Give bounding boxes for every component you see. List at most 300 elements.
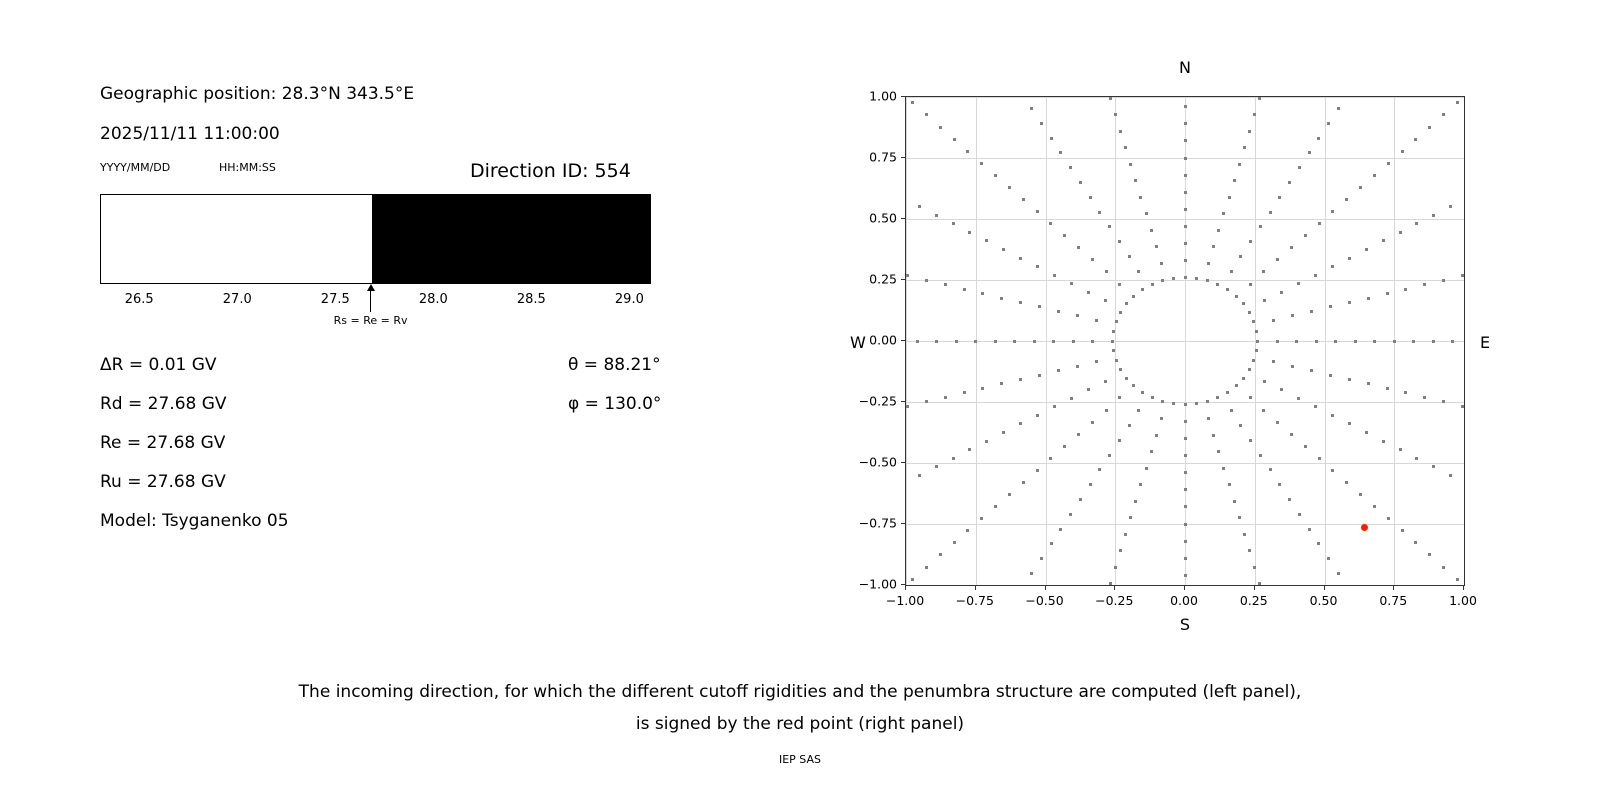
direction-point	[1348, 257, 1351, 260]
direction-point	[1038, 374, 1041, 377]
direction-point	[1222, 212, 1225, 215]
direction-point	[1288, 498, 1291, 501]
direction-point	[1184, 174, 1187, 177]
direction-point	[980, 517, 983, 520]
y-axis-tick-label: −0.25	[858, 393, 897, 409]
direction-point	[1184, 540, 1187, 543]
y-axis-tick-mark	[901, 523, 905, 524]
direction-point	[1354, 340, 1357, 343]
direction-point	[1345, 481, 1348, 484]
direction-point	[1290, 246, 1293, 249]
direction-point	[1137, 270, 1140, 273]
direction-point	[1317, 542, 1320, 545]
direction-point	[1184, 139, 1187, 142]
y-axis-tick-label: 1.00	[869, 88, 897, 104]
direction-point	[1184, 557, 1187, 560]
direction-point	[1276, 421, 1279, 424]
direction-point	[1449, 205, 1452, 208]
direction-point	[1393, 340, 1396, 343]
direction-point	[1206, 279, 1209, 282]
direction-point	[1337, 572, 1340, 575]
x-axis-tick-mark	[905, 586, 906, 590]
direction-point	[1248, 549, 1251, 552]
direction-point	[939, 553, 942, 556]
left-panel	[0, 0, 760, 620]
direction-point	[925, 400, 928, 403]
direction-point	[1239, 424, 1242, 427]
direction-point	[1119, 549, 1122, 552]
direction-point	[1442, 400, 1445, 403]
direction-point	[1297, 397, 1300, 400]
direction-point	[1052, 340, 1055, 343]
direction-point	[1212, 245, 1215, 248]
direction-point	[1331, 469, 1334, 472]
direction-point	[1184, 454, 1187, 457]
direction-point	[1262, 270, 1265, 273]
direction-point	[1461, 405, 1464, 408]
direction-point	[1310, 369, 1313, 372]
direction-point	[1291, 365, 1294, 368]
direction-point	[1412, 340, 1415, 343]
direction-point	[1248, 311, 1251, 314]
direction-point	[1111, 340, 1114, 343]
direction-point	[968, 448, 971, 451]
direction-point	[1298, 513, 1301, 516]
direction-point	[1373, 174, 1376, 177]
rd-value: Rd = 27.68 GV	[100, 394, 227, 414]
direction-point	[1317, 137, 1320, 140]
direction-point	[1095, 319, 1098, 322]
direction-point	[1414, 138, 1417, 141]
x-axis-tick-mark	[1254, 586, 1255, 590]
direction-point	[1089, 196, 1092, 199]
direction-point	[1128, 424, 1131, 427]
direction-point	[1091, 340, 1094, 343]
direction-point	[1132, 384, 1135, 387]
direction-point	[1132, 295, 1135, 298]
direction-point	[1259, 225, 1262, 228]
direction-point	[1217, 450, 1220, 453]
direction-point	[1038, 305, 1041, 308]
direction-point	[953, 138, 956, 141]
direction-point	[1327, 557, 1330, 560]
direction-point	[966, 529, 969, 532]
direction-point	[1019, 301, 1022, 304]
direction-point	[1269, 211, 1272, 214]
geographic-position-text: Geographic position: 28.3°N 343.5°E	[100, 84, 415, 104]
direction-point	[1139, 483, 1142, 486]
penumbra-x-tick-label: 26.5	[124, 292, 154, 307]
theta-value: θ = 88.21°	[568, 355, 661, 375]
direction-point	[1263, 299, 1266, 302]
direction-point	[1184, 122, 1187, 125]
direction-point	[1172, 402, 1175, 405]
direction-point	[1109, 97, 1112, 100]
rs-arrow-icon	[367, 290, 375, 291]
y-axis-tick-mark	[901, 279, 905, 280]
direction-point	[1124, 146, 1127, 149]
direction-point	[1290, 433, 1293, 436]
direction-point	[1141, 288, 1144, 291]
direction-point	[1249, 240, 1252, 243]
direction-point	[1172, 277, 1175, 280]
direction-point	[1109, 582, 1112, 585]
direction-point	[1212, 434, 1215, 437]
direction-point	[1053, 405, 1056, 408]
direction-point	[1063, 234, 1066, 237]
direction-point	[1206, 400, 1209, 403]
direction-point	[1057, 369, 1060, 372]
direction-point	[1151, 396, 1154, 399]
direction-point	[935, 465, 938, 468]
direction-point	[1033, 340, 1036, 343]
direction-point	[1053, 274, 1056, 277]
direction-point	[1334, 340, 1337, 343]
direction-point	[994, 340, 997, 343]
direction-point	[1089, 483, 1092, 486]
direction-point	[1288, 181, 1291, 184]
direction-point	[1297, 282, 1300, 285]
direction-point	[1278, 483, 1281, 486]
direction-point	[1076, 365, 1079, 368]
direction-point	[1228, 196, 1231, 199]
direction-point	[1059, 151, 1062, 154]
direction-point	[1226, 391, 1229, 394]
rs-arrow-label: Rs = Re = Rv	[333, 314, 408, 327]
direction-point	[906, 405, 909, 408]
direction-point	[1008, 493, 1011, 496]
direction-point	[1272, 360, 1275, 363]
direction-point	[1432, 465, 1435, 468]
direction-point	[1348, 301, 1351, 304]
direction-point	[1184, 191, 1187, 194]
direction-point	[1119, 311, 1122, 314]
direction-point	[985, 239, 988, 242]
penumbra-segment-forbidden	[101, 195, 372, 283]
penumbra-axis	[100, 284, 651, 327]
direction-point	[1399, 448, 1402, 451]
direction-point	[1184, 420, 1187, 423]
selected-direction-point	[1361, 524, 1368, 531]
direction-point	[1331, 265, 1334, 268]
direction-point	[1124, 533, 1127, 536]
direction-point	[1249, 396, 1252, 399]
x-axis-tick-label: 0.25	[1239, 593, 1268, 608]
direction-point	[1049, 222, 1052, 225]
direction-point	[1308, 151, 1311, 154]
direction-point	[1262, 409, 1265, 412]
x-axis-tick-label: −0.25	[1095, 593, 1134, 608]
direction-point	[981, 387, 984, 390]
direction-point	[952, 222, 955, 225]
direction-point	[1207, 417, 1210, 420]
direction-point	[1386, 387, 1389, 390]
direction-point	[1114, 566, 1117, 569]
footer-credit: IEP SAS	[778, 753, 822, 766]
direction-point	[1365, 248, 1368, 251]
direction-point	[1252, 359, 1255, 362]
direction-point	[1008, 186, 1011, 189]
direction-point	[1184, 242, 1187, 245]
y-axis-tick-label: −0.50	[858, 454, 897, 470]
direction-point	[1401, 150, 1404, 153]
direction-point	[1404, 391, 1407, 394]
y-axis-tick-label: 0.50	[869, 210, 897, 226]
direction-point	[1235, 384, 1238, 387]
direction-point	[1013, 340, 1016, 343]
x-axis-tick-mark	[1045, 586, 1046, 590]
sky-map-scatter-plot	[905, 96, 1465, 586]
direction-point	[1230, 270, 1233, 273]
figure-caption	[0, 676, 1600, 741]
direction-point	[1269, 468, 1272, 471]
direction-point	[1145, 467, 1148, 470]
direction-point	[1077, 433, 1080, 436]
rs-marker-arrow	[100, 284, 651, 344]
direction-point	[1222, 467, 1225, 470]
direction-point	[1423, 396, 1426, 399]
direction-point	[1461, 274, 1464, 277]
direction-point	[1119, 130, 1122, 133]
direction-point	[1019, 378, 1022, 381]
direction-point	[1373, 340, 1376, 343]
direction-point	[1069, 166, 1072, 169]
direction-point	[1105, 409, 1108, 412]
direction-point	[1414, 541, 1417, 544]
direction-point	[1040, 122, 1043, 125]
direction-point	[963, 391, 966, 394]
direction-point	[1258, 582, 1261, 585]
direction-point	[1118, 283, 1121, 286]
direction-point	[1105, 270, 1108, 273]
direction-point	[1134, 500, 1137, 503]
direction-point	[1248, 368, 1251, 371]
direction-point	[1030, 572, 1033, 575]
direction-point	[1243, 533, 1246, 536]
direction-point	[935, 340, 938, 343]
penumbra-x-tick-label: 28.0	[418, 292, 448, 307]
direction-point	[925, 113, 928, 116]
direction-point	[1359, 493, 1362, 496]
x-axis-tick-mark	[1463, 586, 1464, 590]
direction-point	[1329, 305, 1332, 308]
datetime-text: 2025/11/11 11:00:00	[100, 124, 280, 144]
direction-point	[994, 505, 997, 508]
direction-point	[1242, 302, 1245, 305]
direction-point	[952, 457, 955, 460]
direction-point	[1329, 374, 1332, 377]
direction-point	[1249, 439, 1252, 442]
x-axis-tick-label: 0.00	[1170, 593, 1198, 608]
direction-point	[1036, 469, 1039, 472]
direction-point	[1002, 248, 1005, 251]
direction-point	[1091, 258, 1094, 261]
direction-label-south: S	[1179, 615, 1191, 634]
direction-point	[1248, 130, 1251, 133]
direction-point	[1387, 162, 1390, 165]
direction-point	[1249, 283, 1252, 286]
direction-point	[1184, 208, 1187, 211]
direction-point	[1079, 181, 1082, 184]
direction-point	[1280, 291, 1283, 294]
direction-point	[916, 340, 919, 343]
direction-point	[1367, 297, 1370, 300]
direction-point	[1184, 276, 1187, 279]
direction-point	[1238, 163, 1241, 166]
direction-point	[1077, 246, 1080, 249]
direction-point	[1255, 330, 1258, 333]
direction-label-north: N	[1179, 58, 1191, 77]
direction-point	[1112, 349, 1115, 352]
direction-label-east: E	[1480, 333, 1491, 352]
direction-point	[1076, 314, 1079, 317]
direction-point	[1104, 380, 1107, 383]
direction-point	[1253, 113, 1256, 116]
direction-point	[1238, 516, 1241, 519]
direction-point	[1002, 431, 1005, 434]
direction-point	[1072, 340, 1075, 343]
direction-point	[1345, 198, 1348, 201]
direction-point	[1115, 320, 1118, 323]
direction-point	[1139, 196, 1142, 199]
direction-point	[1233, 179, 1236, 182]
y-axis-tick-label: −0.75	[858, 515, 897, 531]
direction-point	[1315, 340, 1318, 343]
direction-point	[1456, 578, 1459, 581]
direction-point	[1036, 414, 1039, 417]
direction-point	[1119, 368, 1122, 371]
direction-point	[1365, 431, 1368, 434]
y-axis-tick-mark	[901, 462, 905, 463]
y-axis-tick-label: 0.25	[869, 271, 897, 287]
direction-point	[935, 214, 938, 217]
direction-point	[1184, 105, 1187, 108]
direction-point	[1057, 310, 1060, 313]
y-axis-tick-label: −1.00	[858, 576, 897, 592]
direction-point	[1449, 474, 1452, 477]
y-axis-tick-mark	[901, 96, 905, 97]
direction-point	[1442, 566, 1445, 569]
gridline-horizontal	[906, 97, 1464, 98]
direction-point	[955, 340, 958, 343]
y-axis-tick-label: 0.00	[869, 332, 897, 348]
direction-point	[1050, 542, 1053, 545]
direction-point	[1276, 258, 1279, 261]
direction-point	[1207, 262, 1210, 265]
direction-point	[1129, 516, 1132, 519]
gridline-horizontal	[906, 341, 1464, 342]
time-format-label: HH:MM:SS	[219, 161, 276, 174]
ru-value: Ru = 27.68 GV	[100, 472, 226, 492]
gridline-horizontal	[906, 463, 1464, 464]
direction-point	[1079, 498, 1082, 501]
y-axis-tick-mark	[901, 340, 905, 341]
direction-point	[1137, 409, 1140, 412]
direction-point	[1331, 210, 1334, 213]
direction-point	[1242, 377, 1245, 380]
direction-point	[1327, 122, 1330, 125]
direction-point	[1125, 302, 1128, 305]
direction-point	[1304, 445, 1307, 448]
direction-point	[1098, 468, 1101, 471]
direction-point	[1070, 282, 1073, 285]
direction-point	[944, 396, 947, 399]
penumbra-x-tick-label: 28.5	[516, 292, 546, 307]
x-axis-tick-mark	[1324, 586, 1325, 590]
gridline-vertical	[1464, 97, 1465, 585]
direction-point	[953, 541, 956, 544]
direction-point	[1036, 210, 1039, 213]
gridline-horizontal	[906, 585, 1464, 586]
direction-point	[994, 174, 997, 177]
direction-point	[1382, 239, 1385, 242]
direction-point	[1359, 186, 1362, 189]
direction-point	[966, 150, 969, 153]
direction-point	[1348, 422, 1351, 425]
model-value: Model: Tsyganenko 05	[100, 511, 289, 531]
x-axis-tick-label: 0.75	[1379, 593, 1408, 608]
direction-point	[974, 340, 977, 343]
direction-point	[1019, 422, 1022, 425]
direction-point	[1318, 457, 1321, 460]
direction-point	[1150, 229, 1153, 232]
direction-point	[1442, 279, 1445, 282]
direction-point	[1253, 566, 1256, 569]
direction-point	[1318, 222, 1321, 225]
direction-point	[911, 578, 914, 581]
direction-point	[1310, 310, 1313, 313]
direction-point	[1150, 450, 1153, 453]
direction-point	[1000, 297, 1003, 300]
direction-point	[1160, 417, 1163, 420]
direction-point	[1230, 409, 1233, 412]
gridline-horizontal	[906, 219, 1464, 220]
x-axis-tick-mark	[1393, 586, 1394, 590]
direction-point	[1049, 457, 1052, 460]
direction-point	[906, 274, 909, 277]
x-axis-tick-label: 0.50	[1309, 593, 1338, 608]
direction-point	[1108, 225, 1111, 228]
direction-point	[1226, 288, 1229, 291]
direction-point	[1216, 283, 1219, 286]
direction-point	[981, 292, 984, 295]
direction-point	[1243, 146, 1246, 149]
x-axis-tick-mark	[1184, 586, 1185, 590]
direction-point	[1276, 340, 1279, 343]
direction-point	[1087, 388, 1090, 391]
direction-point	[1134, 179, 1137, 182]
direction-point	[1128, 255, 1131, 258]
direction-point	[1258, 97, 1261, 100]
direction-point	[1314, 405, 1317, 408]
direction-point	[1428, 553, 1431, 556]
direction-point	[1386, 292, 1389, 295]
direction-point	[1161, 400, 1164, 403]
direction-point	[1184, 523, 1187, 526]
direction-point	[1184, 259, 1187, 262]
direction-point	[1432, 214, 1435, 217]
direction-point	[1291, 314, 1294, 317]
direction-point	[1114, 113, 1117, 116]
penumbra-bar-chart	[100, 194, 651, 284]
direction-point	[1278, 196, 1281, 199]
direction-point	[1295, 340, 1298, 343]
direction-point	[1104, 299, 1107, 302]
direction-point	[1118, 396, 1121, 399]
direction-point	[1235, 295, 1238, 298]
y-axis-tick-mark	[901, 157, 905, 158]
direction-point	[1184, 574, 1187, 577]
